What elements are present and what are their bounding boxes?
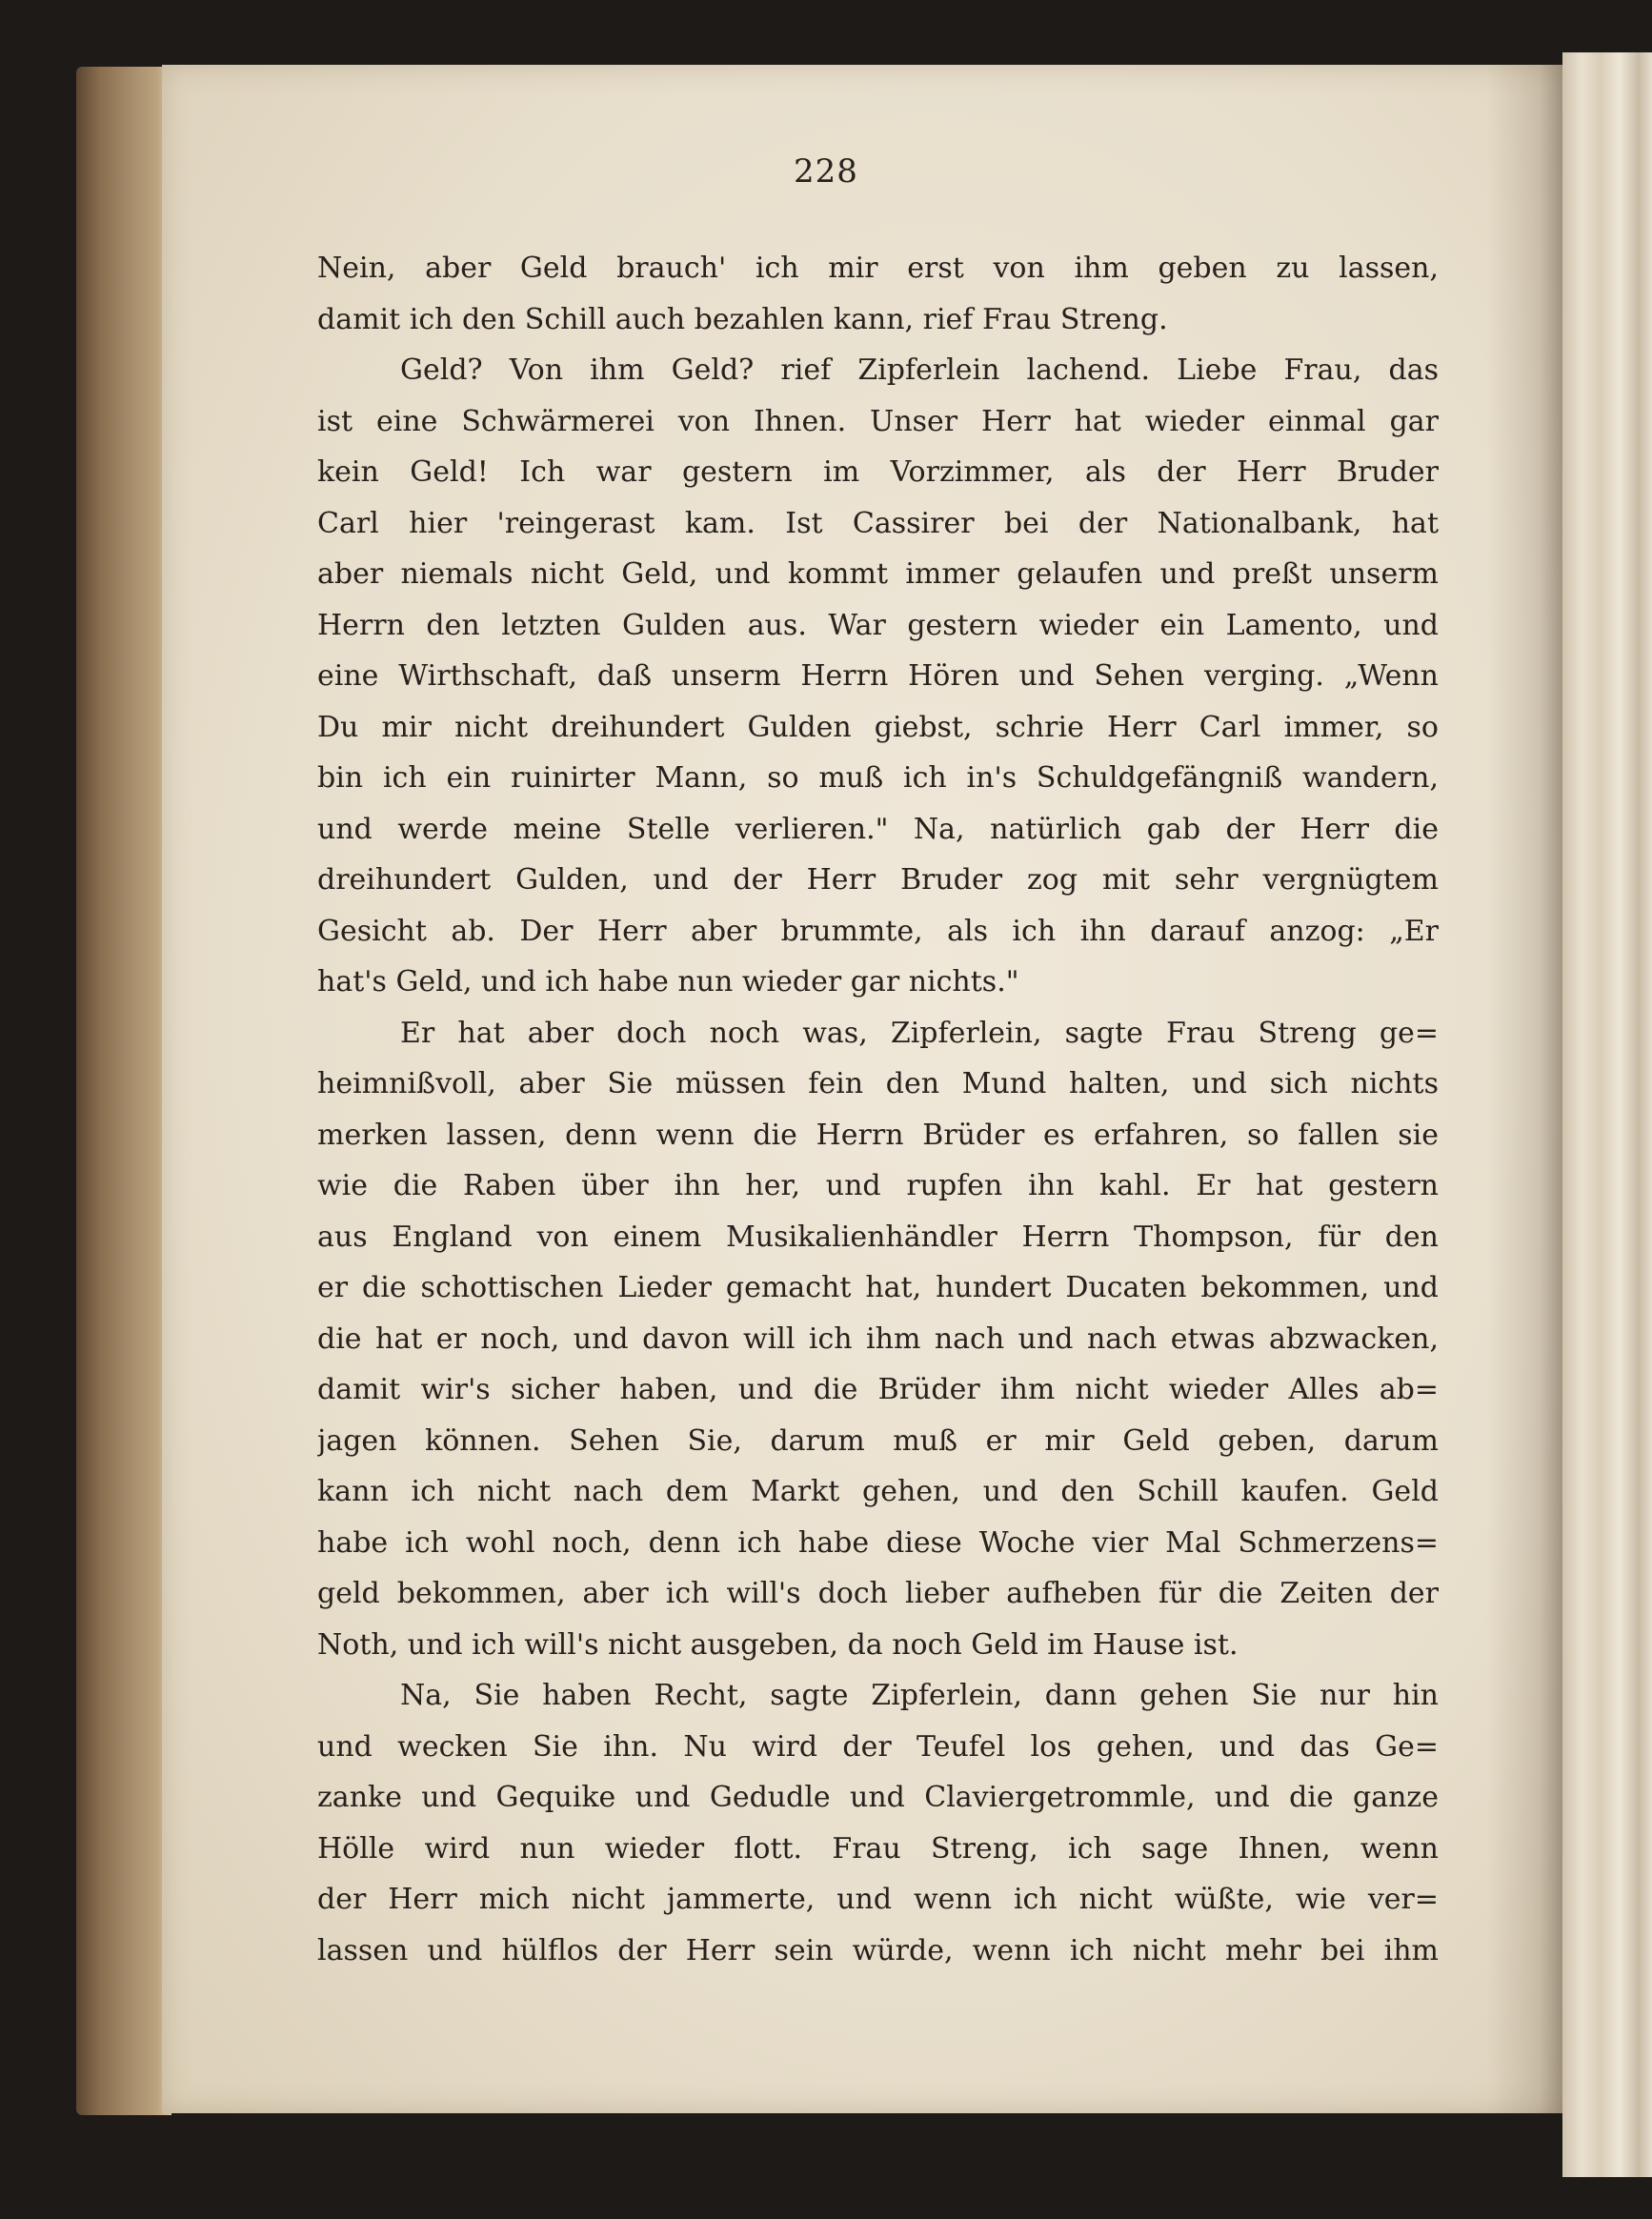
text-line: aber niemals nicht Geld, und kommt immer gelaufen und preßt unserm [317,557,1439,591]
text-line: die hat er noch, und davon will ich ihm nach und nach etwas abzwacken, [317,1322,1439,1356]
text-line: hat's Geld, und ich habe nun wieder gar nichts." [317,965,1019,999]
text-line: Gesicht ab. Der Herr aber brummte, als ich ihn darauf anzog: „Er [317,915,1439,948]
text-line: damit ich den Schill auch bezahlen kann, rief Frau Streng. [317,303,1168,336]
page-number: 228 [794,152,858,191]
text-line: und wecken Sie ihn. Nu wird der Teufel los gehen, und das Ge= [317,1730,1439,1764]
text-line: Du mir nicht dreihundert Gulden giebst, schrie Herr Carl immer, so [317,711,1439,744]
text-line: heimnißvoll, aber Sie müssen fein den Mund halten, und sich nichts [317,1067,1439,1100]
right-page-edges [1562,52,1652,2177]
left-page-edges [76,67,171,2115]
text-line: habe ich wohl noch, denn ich habe diese Woche vier Mal Schmerzens= [317,1526,1439,1560]
text-line: geld bekommen, aber ich will's doch lieber aufheben für die Zeiten der [317,1577,1439,1610]
text-line: Er hat aber doch noch was, Zipferlein, sagte Frau Streng ge= [400,1017,1439,1050]
text-line: Na, Sie haben Recht, sagte Zipferlein, dann gehen Sie nur hin [400,1679,1439,1712]
text-line: merken lassen, denn wenn die Herrn Brüder es erfahren, so fallen sie [317,1119,1439,1152]
text-line: eine Wirthschaft, daß unserm Herrn Hören und Sehen verging. „Wenn [317,659,1439,693]
text-line: er die schottischen Lieder gemacht hat, hundert Ducaten bekommen, und [317,1271,1439,1304]
text-line: Hölle wird nun wieder flott. Frau Streng, ich sage Ihnen, wenn [317,1832,1439,1866]
text-line: wie die Raben über ihn her, und rupfen ihn kahl. Er hat gestern [317,1169,1439,1202]
text-line: Carl hier 'reingerast kam. Ist Cassirer bei der Nationalbank, hat [317,507,1439,540]
text-line: ist eine Schwärmerei von Ihnen. Unser Herr hat wieder einmal gar [317,405,1439,438]
text-line: kein Geld! Ich war gestern im Vorzimmer, als der Herr Bruder [317,455,1439,489]
text-line: und werde meine Stelle verlieren." Na, natürlich gab der Herr die [317,813,1439,846]
text-line: bin ich ein ruinirter Mann, so muß ich in's Schuldgefängniß wandern, [317,761,1439,795]
text-line: Nein, aber Geld brauch' ich mir erst von ihm geben zu lassen, [317,252,1439,285]
text-line: jagen können. Sehen Sie, darum muß er mir Geld geben, darum [317,1424,1439,1458]
text-line: der Herr mich nicht jammerte, und wenn ich nicht wüßte, wie ver= [317,1883,1439,1916]
text-line: dreihundert Gulden, und der Herr Bruder zog mit sehr vergnügtem [317,863,1439,897]
text-line: kann ich nicht nach dem Markt gehen, und den Schill kaufen. Geld [317,1475,1439,1508]
text-line: damit wir's sicher haben, und die Brüder ihm nicht wieder Alles ab= [317,1373,1439,1406]
text-line: Geld? Von ihm Geld? rief Zipferlein lachend. Liebe Frau, das [400,353,1439,387]
text-line: aus England von einem Musikalienhändler Herrn Thompson, für den [317,1220,1439,1254]
text-line: Herrn den letzten Gulden aus. War gestern wieder ein Lamento, und [317,609,1439,642]
gutter-shadow [1486,65,1562,2113]
text-line: Noth, und ich will's nicht ausgeben, da noch Geld im Hause ist. [317,1628,1239,1662]
text-line: lassen und hülflos der Herr sein würde, wenn ich nicht mehr bei ihm [317,1934,1439,1967]
text-line: zanke und Gequike und Gedudle und Claviergetrommle, und die ganze [317,1781,1439,1814]
